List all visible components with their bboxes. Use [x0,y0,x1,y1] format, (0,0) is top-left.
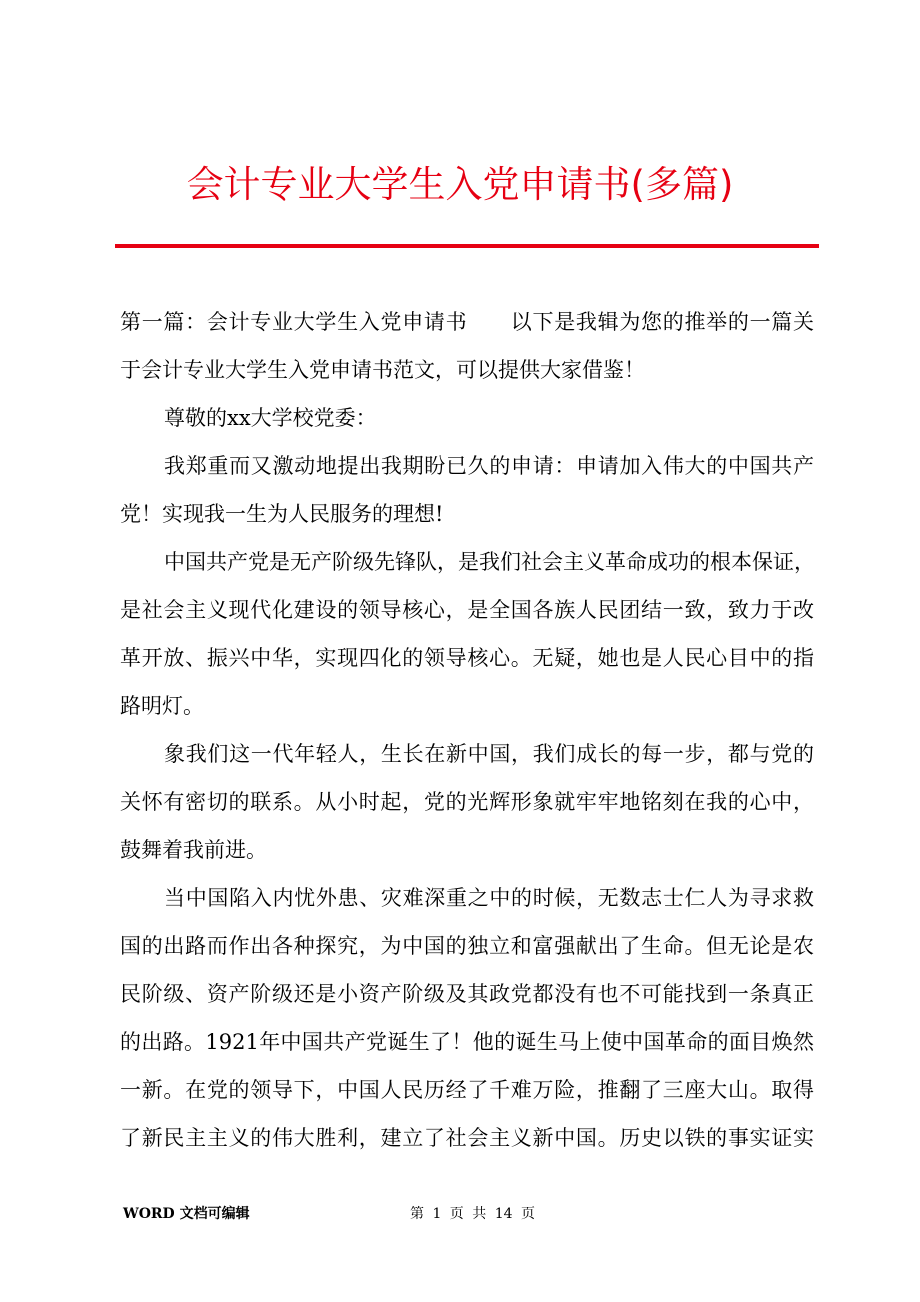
paragraph-line: 鼓舞着我前进。 [120,838,267,862]
document-body [120,298,814,1162]
paragraph-line: 于会计专业大学生入党申请书范文，可以提供大家借鉴！ [120,358,645,382]
footer-editable-note: WORD 文档可编辑 [123,1206,250,1222]
document-title: 会计专业大学生入党申请书(多篇) [186,163,734,206]
paragraph-line: 象我们这一代年轻人，生长在新中国，我们成长的每一步，都与党的 [164,742,814,766]
paragraph-line: 我郑重而又激动地提出我期盼已久的申请：申请加入伟大的中国共产 [164,454,814,478]
paragraph-line: 党！实现我一生为人民服务的理想! [120,502,444,526]
paragraph-line: 尊敬的xx大学校党委： [164,406,377,430]
paragraph-line: 了新民主主义的伟大胜利，建立了社会主义新中国。历史以铁的事实证实 [120,1126,814,1150]
paragraph-line: 路明灯。 [120,694,204,718]
paragraph-line: 第一篇：会计专业大学生入党申请书 以下是我辑为您的推举的一篇关 [120,310,814,334]
title-divider [115,244,819,248]
paragraph-line: 是社会主义现代化建设的领导核心，是全国各族人民团结一致，致力于改 [120,598,814,622]
paragraph-line: 革开放、振兴中华，实现四化的领导核心。无疑，她也是人民心目中的指 [120,646,814,670]
footer-page-number: 第 1 页 共 14 页 [410,1206,535,1222]
paragraph-line: 一新。在党的领导下，中国人民历经了千难万险，推翻了三座大山。取得 [120,1078,814,1102]
paragraph-line: 当中国陷入内忧外患、灾难深重之中的时候，无数志士仁人为寻求救 [164,886,814,910]
paragraph-line: 关怀有密切的联系。从小时起，党的光辉形象就牢牢地铭刻在我的心中， [120,790,814,814]
paragraph-line: 的出路。1921年中国共产党诞生了！他的诞生马上使中国革命的面目焕然 [120,1030,814,1054]
paragraph-line: 国的出路而作出各种探究，为中国的独立和富强献出了生命。但无论是农 [120,934,814,958]
paragraph-line: 中国共产党是无产阶级先锋队，是我们社会主义革命成功的根本保证， [164,550,815,574]
paragraph-line: 民阶级、资产阶级还是小资产阶级及其政党都没有也不可能找到一条真正 [120,982,814,1006]
